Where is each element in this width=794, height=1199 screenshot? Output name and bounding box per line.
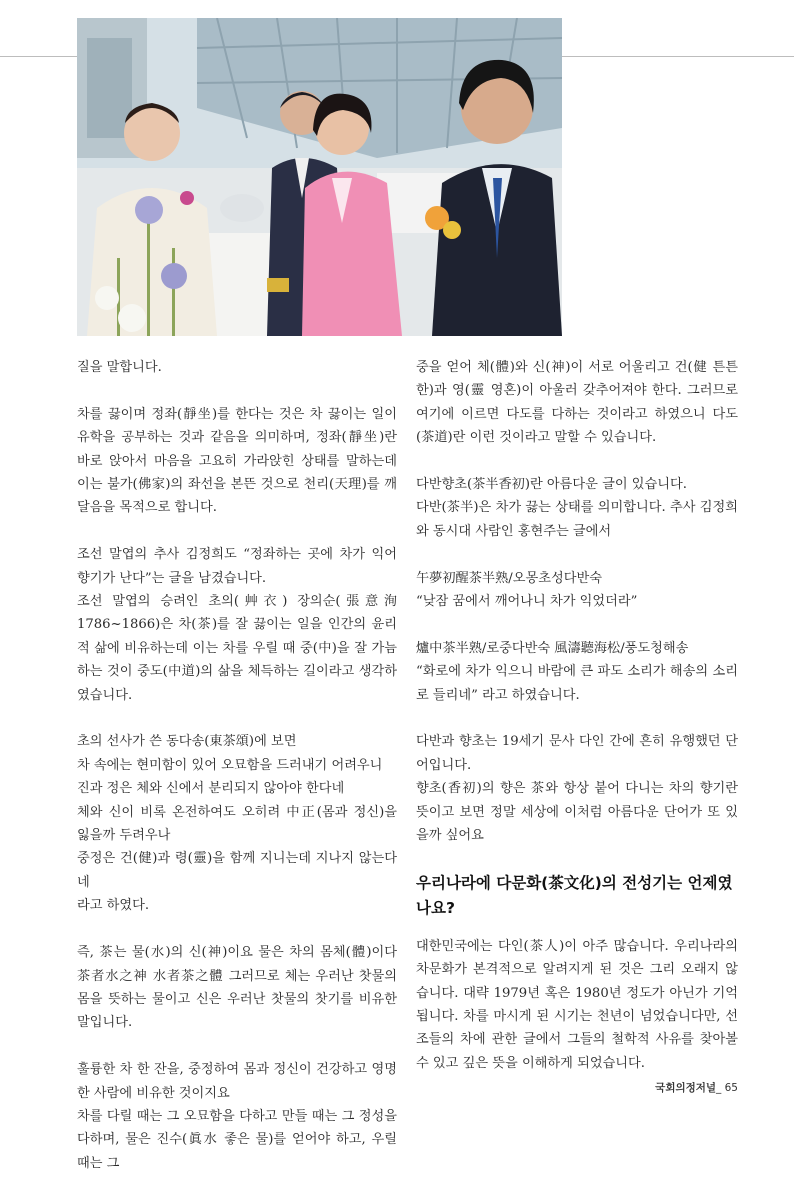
- poem-line: 체와 신이 비록 온전하여도 오히려 中正(몸과 정신)을 잃을까 두려우나: [77, 804, 397, 844]
- paragraph: 조선 말엽의 승려인 초의(艸衣) 장의순(張意洵 1786~1866)은 차(茶)를 잘 끓이는 일을 인간의 윤리적 삶에 비유하는데 이는 차를 우릴 때 중(中)을 잘 가늠하는 것이 중도(中道)의 삶을 체득하는 길이라고 생각하였습니다.: [77, 594, 397, 703]
- event-photo: [77, 18, 562, 336]
- verse-original: 午夢初醒茶半熟/오몽초성다반숙: [416, 570, 602, 586]
- paragraph: 대한민국에는 다인(茶人)이 아주 많습니다. 우리나라의 차문화가 본격적으로 알려지게 된 것은 그리 오래지 않습니다. 대략 1979년 혹은 1980년 정도가 아닌가 기억됩니다. 차를 마시게 된 시기는 천년이 넘었습니다만, 선조들의 차에 관한 글에서 그들의 철학적 사유를 찾아볼 수 있고 깊은 뜻을 이해하게 되었습니다.: [416, 938, 738, 1071]
- verse-translation: “낮잠 꿈에서 깨어나니 차가 익었더라”: [416, 594, 638, 610]
- right-column: [416, 356, 738, 1099]
- paragraph: 다반과 향초는 19세기 문사 다인 간에 흔히 유행했던 단어입니다.: [416, 734, 738, 773]
- poem-line: 중정은 건(健)과 령(靈)을 함께 지니는데 지나지 않는다네: [77, 851, 397, 890]
- verse-original: 爐中茶半熟/로중다반숙 風濤聽海松/풍도청해송: [416, 640, 689, 656]
- paragraph: 차를 끓이며 정좌(靜坐)를 한다는 것은 차 끓이는 일이 유학을 공부하는 것과 같음을 의미하며, 정좌(靜坐)란 바로 앉아서 마음을 고요히 가라앉힌 상태를 말하는데 이는 불가(佛家)의 좌선을 본뜬 것으로 천리(天理)를 깨달음을 목적으로 합니다.: [77, 406, 397, 516]
- footer-separator: _: [716, 1082, 725, 1094]
- event-photo-illustration: [77, 18, 562, 336]
- poem-line: 라고 하였다.: [77, 898, 150, 914]
- left-column: [77, 356, 397, 1199]
- paragraph: 훌륭한 차 한 잔을, 중정하여 몸과 정신이 건강하고 영명한 사람에 비유한 것이지요: [77, 1062, 397, 1101]
- poem-line: 초의 선사가 쓴 동다송(東茶頌)에 보면: [77, 734, 297, 750]
- page-number: 65: [724, 1082, 738, 1094]
- poem-line: 진과 정은 체와 신에서 분리되지 않아야 한다네: [77, 781, 345, 797]
- poem-block: [77, 730, 397, 917]
- paragraph: 질을 말합니다.: [77, 360, 162, 375]
- paragraph: 중을 얻어 체(體)와 신(神)이 서로 어울리고 건(健 튼튼한)과 영(靈 영혼)이 아울러 갖추어져야 한다. 그러므로 여기에 이르면 다도를 다하는 것이라고 하였으니 다도(茶道)란 이런 것이라고 말할 수 있습니다.: [416, 360, 738, 446]
- paragraph: 다반향초(茶半香初)란 아름다운 글이 있습니다.: [416, 477, 687, 493]
- poem-line: 차 속에는 현미함이 있어 오묘함을 드러내기 어려우니: [77, 757, 383, 773]
- paragraph: 즉, 茶는 물(水)의 신(神)이요 물은 차의 몸체(體)이다 茶者水之神 水者茶之體 그러므로 체는 우러난 찻물의 몸을 뜻하는 물이고 신은 우러난 찻물의 찻기를 비유한 말입니다.: [77, 945, 397, 1031]
- paragraph: 조선 말엽의 추사 김정희도 “정좌하는 곳에 차가 익어 향기가 난다”는 글을 남겼습니다.: [77, 547, 397, 586]
- paragraph: 차를 다릴 때는 그 오묘함을 다하고 만들 때는 그 정성을 다하며, 물은 진수(眞水 좋은 물)를 얻어야 하고, 우릴 때는 그: [77, 1108, 397, 1171]
- paragraph: 다반(茶半)은 차가 끓는 상태를 의미합니다. 추사 김정희와 동시대 사람인 홍현주는 글에서: [416, 500, 738, 539]
- paragraph: 향초(香初)의 향은 茶와 항상 붙어 다니는 차의 향기란 뜻이고 보면 정말 세상에 이처럼 아름다운 단어가 또 있을까 싶어요: [416, 781, 738, 844]
- section-heading: 우리나라에 다문화(茶文化)의 전성기는 언제였나요?: [416, 873, 733, 917]
- journal-name: 국회의정저널: [655, 1082, 717, 1094]
- page-footer: [655, 1080, 738, 1095]
- verse-translation: “화로에 차가 익으니 바람에 큰 파도 소리가 해송의 소리로 들리네” 라고 하였습니다.: [416, 664, 738, 703]
